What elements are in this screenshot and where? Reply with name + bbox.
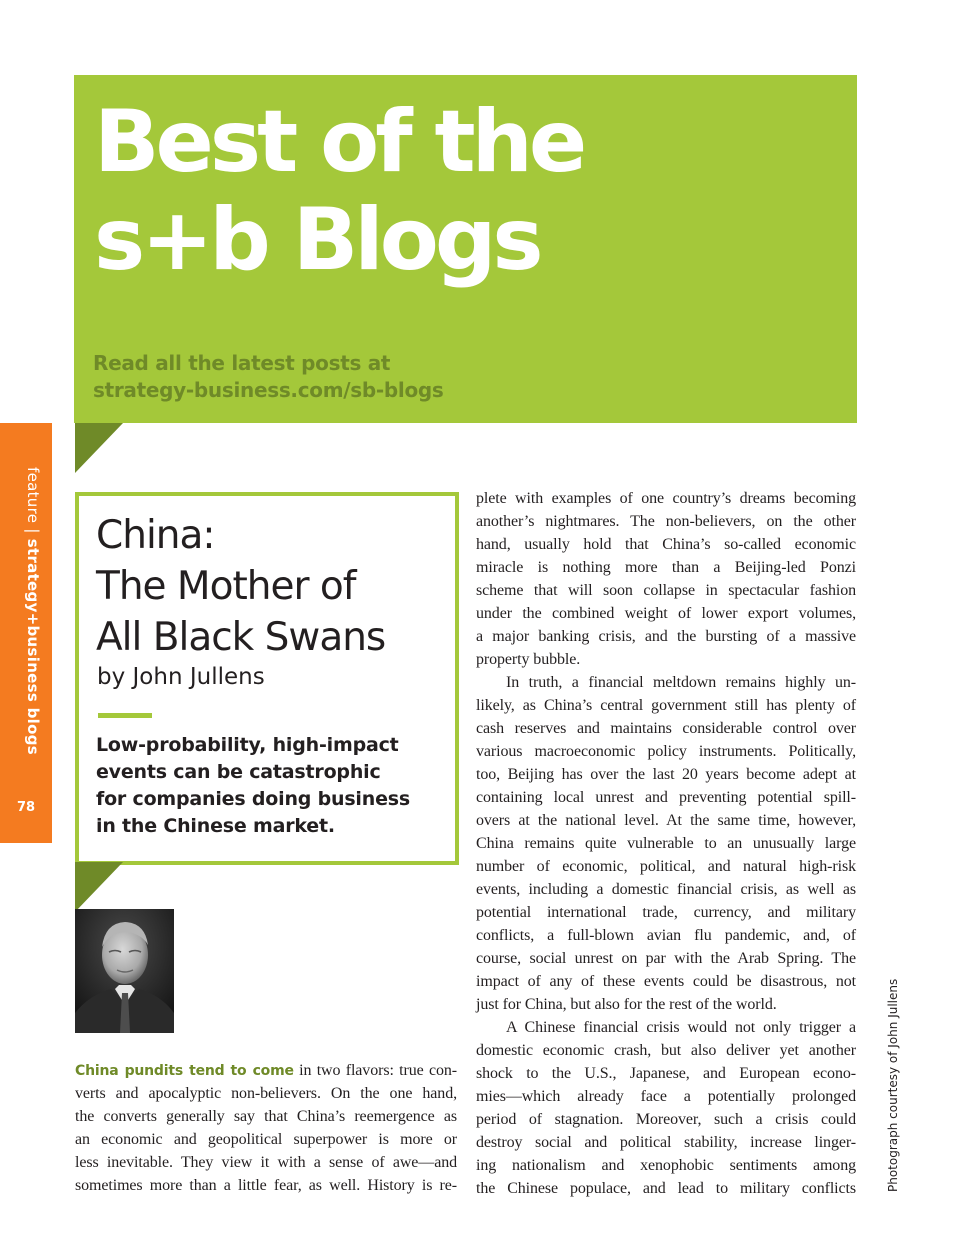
banner-call-to-action <box>93 350 444 404</box>
photo-credit: Photograph courtesy of John Jullens <box>886 978 900 1192</box>
body-line: various macroeconomic policy instruments. Politically, <box>476 743 856 760</box>
banner-title-line: Best of the <box>94 92 584 192</box>
author-photo <box>75 909 174 1033</box>
article-title <box>96 510 385 663</box>
body-line: less inevitable. They view it with a sense of awe—and <box>75 1154 457 1171</box>
body-line: China remains quite vulnerable to an unusually large <box>476 835 856 852</box>
body-line: the converts generally say that China’s reemergence as <box>75 1108 457 1125</box>
body-line: overs at the national level. At the same time, however, <box>476 812 856 829</box>
page-number: 78 <box>16 800 36 815</box>
deck-line: Low-probability, high-impact <box>96 734 399 756</box>
byline: by John Jullens <box>97 664 265 690</box>
body-line: potential international trade, currency, and military <box>476 904 856 921</box>
body-line-text: in two flavors: true con- <box>293 1062 457 1079</box>
banner-cta-text: Read all the latest posts at <box>93 351 391 375</box>
body-line: sometimes more than a little fear, as well. History is re- <box>75 1177 457 1194</box>
body-line: number of economic, political, and natural high-risk <box>476 858 856 875</box>
body-line: In truth, a financial meltdown remains highly un- <box>506 674 856 691</box>
body-line: shock to the U.S., Japanese, and European econo- <box>476 1065 856 1082</box>
body-line: another’s nightmares. The non-believers, on the other <box>476 513 856 530</box>
body-line: likely, as China’s central government still has plenty of <box>476 697 856 714</box>
article-title-line: The Mother of <box>96 564 356 609</box>
body-line: course, social unrest on par with the Arab Spring. The <box>476 950 856 967</box>
banner-title-line: s+b Blogs <box>94 190 540 290</box>
body-line: impact of any of these events could be disastrous, not <box>476 973 856 990</box>
article-title-box <box>75 492 459 865</box>
body-line: destroy social and political stability, increase linger- <box>476 1134 856 1151</box>
body-line: a major banking crisis, and the bursting of a massive <box>476 628 856 645</box>
body-line: miracle is nothing more than a Beijing-led Ponzi <box>476 559 856 576</box>
author-portrait-image <box>75 909 174 1033</box>
body-line: hand, usually hold that China’s so-called economic <box>476 536 856 553</box>
body-line: under the combined weight of lower export volumes, <box>476 605 856 622</box>
article-deck <box>96 732 436 840</box>
body-line: period of stagnation. Moreover, such a crisis could <box>476 1111 856 1128</box>
body-line: just for China, but also for the rest of the world. <box>476 996 777 1013</box>
body-line: cash reserves and maintains considerable control over <box>476 720 856 737</box>
body-line: scheme that will soon collapse in spectacular fashion <box>476 582 856 599</box>
body-line: plete with examples of one country’s dreams becoming <box>476 490 856 507</box>
banner-fold-corner <box>75 423 123 473</box>
lead-in: China pundits tend to come <box>75 1063 294 1079</box>
body-line: the Chinese populace, and lead to military conflicts <box>476 1180 856 1197</box>
deck-line: events can be catastrophic <box>96 761 381 783</box>
section-label-feature: feature <box>24 467 42 524</box>
body-line: verts and apocalyptic non-believers. On the one hand, <box>75 1085 457 1102</box>
body-line: ing nationalism and xenophobic sentiments among <box>476 1157 856 1174</box>
blog-url-link[interactable]: strategy-business.com/sb-blogs <box>93 378 444 402</box>
deck-line: in the Chinese market. <box>96 815 335 837</box>
body-line: too, Beijing has over the last 20 years become adept at <box>476 766 856 783</box>
article-title-line: All Black Swans <box>96 615 386 660</box>
article-title-line: China: <box>96 513 215 558</box>
section-separator: | <box>24 523 42 539</box>
section-label-name: strategy+business blogs <box>24 538 42 755</box>
body-line: domestic economic crash, but also deliver yet another <box>476 1042 856 1059</box>
body-line: property bubble. <box>476 651 581 668</box>
section-side-tab <box>0 423 52 843</box>
body-line: containing local unrest and preventing potential spill- <box>476 789 856 806</box>
body-column-left <box>75 1059 457 1197</box>
section-label <box>12 467 42 755</box>
body-column-right <box>476 487 856 1200</box>
box-fold-corner <box>75 862 123 912</box>
banner-title <box>94 93 834 289</box>
header-banner <box>74 75 857 423</box>
body-line <box>75 1059 457 1082</box>
body-line: events, including a domestic financial crisis, as well as <box>476 881 856 898</box>
body-line: an economic and geopolitical superpower is more or <box>75 1131 457 1148</box>
body-line: A Chinese financial crisis would not only trigger a <box>506 1019 856 1036</box>
body-line: conflicts, a full-blown avian flu pandemic, and, of <box>476 927 856 944</box>
deck-line: for companies doing business <box>96 788 410 810</box>
body-line: mies—which already face a potentially prolonged <box>476 1088 856 1105</box>
accent-rule <box>98 713 152 718</box>
